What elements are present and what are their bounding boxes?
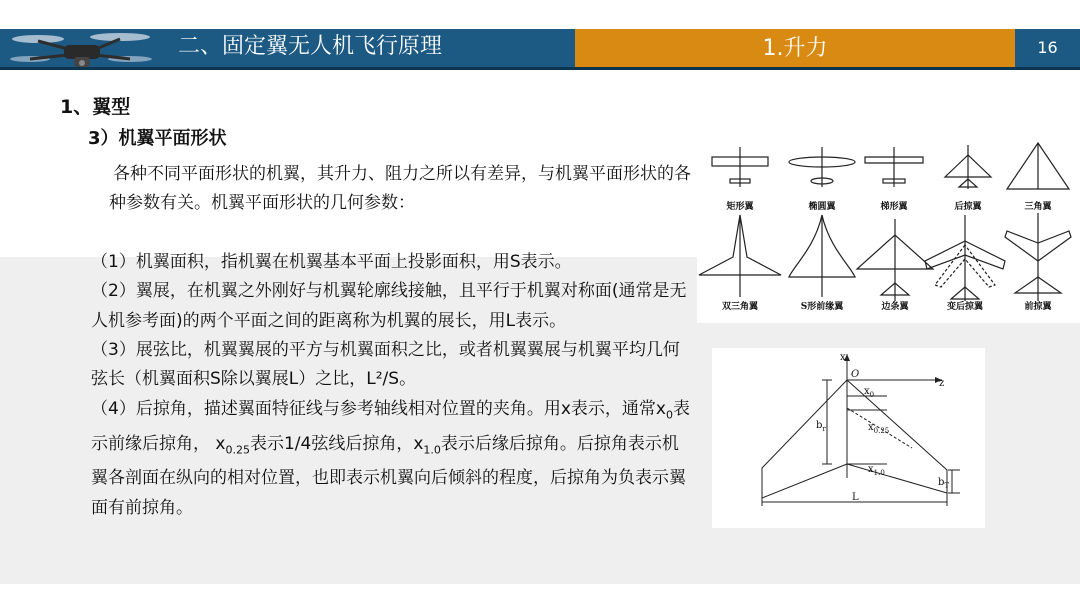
sweep-angle-figure <box>712 348 985 528</box>
x-axis-label: x <box>840 352 846 363</box>
body-text <box>91 160 691 523</box>
root-chord-label: $b_r$ <box>816 420 826 433</box>
strake-wing-drawing <box>857 219 933 301</box>
label-delta: 三角翼 <box>1024 202 1052 212</box>
label-s-leading-edge: S形前缘翼 <box>800 302 844 312</box>
double-delta-drawing <box>699 215 781 297</box>
rectangular-wing-drawing <box>712 147 768 187</box>
swept-wing-drawing <box>945 145 991 189</box>
tip-chord-label: $b_T$ <box>938 477 950 490</box>
angle-x025-label: $x_{0.25}$ <box>868 422 890 435</box>
right-leading-edge <box>847 380 950 493</box>
label-variable-sweep: 变后掠翼 <box>946 302 984 312</box>
label-swept: 后掠翼 <box>954 202 982 212</box>
variable-sweep-drawing <box>925 215 1005 301</box>
left-wing-edges <box>762 380 847 498</box>
label-forward-swept: 前掠翼 <box>1024 302 1052 312</box>
heading-level1: 1、翼型 <box>60 96 131 118</box>
heading-level2: 3）机翼平面形状 <box>88 128 227 149</box>
label-rectangular: 矩形翼 <box>726 202 754 212</box>
drone-icon <box>8 27 158 71</box>
param-area: （1）机翼面积，指机翼在机翼基本平面上投影面积，用S表示。 <box>91 251 572 272</box>
angle-x0-label: $x_0$ <box>864 386 875 399</box>
right-trailing-edge <box>847 464 950 493</box>
angle-x1-label: $x_{1.0}$ <box>868 464 885 477</box>
label-double-delta: 双三角翼 <box>721 302 759 312</box>
forward-swept-drawing <box>1005 213 1071 301</box>
page-number: 16 <box>1037 38 1058 57</box>
param-sweep-angle: （4）后掠角，描述翼面特征线与参考轴线相对位置的夹角。用x表示，通常$x_0$表示前缘后掠角， $x_{0.25}$表示1/4弦线后掠角，$x_{1.0}$表示后缘后掠角。后掠角表示机翼各剖面在纵向的相对位置，也即表示机翼向后倾斜的程度，后掠角为负表示翼面有前掠角。 <box>91 398 690 518</box>
param-span: （2）翼展，在机翼之外刚好与机翼轮廓线接触，且平行于机翼对称面(通常是无人机参考面)的两个平面之间的距离称为机翼的展长，用L表示。 <box>91 281 687 331</box>
trapezoid-wing-drawing <box>865 147 923 187</box>
span-label: L <box>852 492 859 503</box>
label-strake: 边条翼 <box>881 302 909 312</box>
delta-wing-drawing <box>1007 143 1069 189</box>
intro-paragraph: 各种不同平面形状的机翼，其升力、阻力之所以有差异，与机翼平面形状的各种参数有关。机翼平面形状的几何参数： <box>109 164 691 214</box>
wing-planforms-figure <box>697 137 1080 323</box>
header-underline <box>0 67 1080 70</box>
origin-label: O <box>851 369 860 380</box>
elliptical-wing-drawing <box>789 147 855 187</box>
z-axis-label: z <box>939 378 945 389</box>
param-aspect-ratio: （3）展弦比，机翼翼展的平方与机翼面积之比，或者机翼翼展与机翼平均几何弦长（机翼面积S除以翼展L）之比，L²/S。 <box>91 340 680 390</box>
left-trailing-edge <box>762 464 847 498</box>
section-subtitle: 1.升力 <box>762 36 828 61</box>
s-leading-edge-drawing <box>789 215 855 297</box>
page-title: 二、固定翼无人机飞行原理 <box>178 34 443 59</box>
label-elliptical: 椭圆翼 <box>808 202 836 212</box>
label-trapezoid: 梯形翼 <box>880 202 908 212</box>
